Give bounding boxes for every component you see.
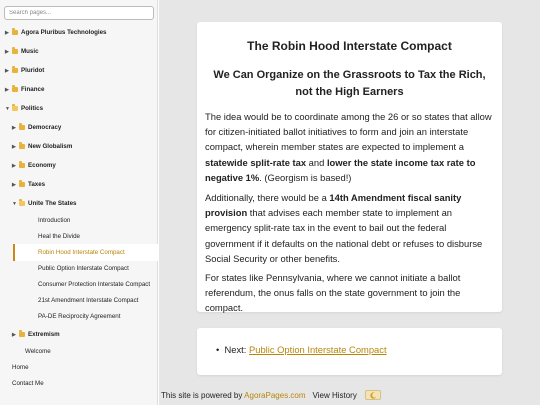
bullet: • xyxy=(216,344,225,355)
chevron-right-icon: ▶ xyxy=(12,182,16,188)
chevron-down-icon: ▼ xyxy=(5,106,10,112)
sidebar-item-extremism[interactable]: ▶ Extremism xyxy=(12,331,60,338)
sidebar-item-pa-de-reciprocity-agreement[interactable]: PA-DE Reciprocity Agreement xyxy=(38,313,121,320)
chevron-right-icon: ▶ xyxy=(12,144,16,150)
sidebar-item-welcome[interactable]: Welcome xyxy=(25,348,51,355)
sidebar-item-introduction[interactable]: Introduction xyxy=(38,217,71,224)
sidebar-item-economy[interactable]: ▶ Economy xyxy=(12,162,56,169)
main-content xyxy=(159,0,540,405)
folder-icon xyxy=(19,182,25,187)
next-page-link[interactable]: Public Option Interstate Compact xyxy=(249,344,387,355)
chevron-down-icon: ▼ xyxy=(12,201,17,207)
next-page-item: • Next: Public Option Interstate Compact xyxy=(216,344,387,355)
agora-pages-link[interactable]: AgoraPages.com xyxy=(244,391,306,400)
page-title: The Robin Hood Interstate Compact xyxy=(247,39,452,53)
chevron-right-icon: ▶ xyxy=(12,125,16,131)
sidebar-item-politics[interactable]: ▼ Politics xyxy=(5,105,44,112)
chevron-right-icon: ▶ xyxy=(5,87,9,93)
chevron-right-icon: ▶ xyxy=(5,68,9,74)
chevron-right-icon: ▶ xyxy=(5,49,9,55)
page-subtitle: We Can Organize on the Grassroots to Tax the Rich, not the High Earners xyxy=(213,69,486,98)
paragraph-3: For states like Pennsylvania, where we cannot initiate a ballot referendum, the onus falls on the state government to join the compact. xyxy=(205,272,461,314)
folder-icon xyxy=(19,332,25,337)
folder-icon xyxy=(12,68,18,73)
view-history-link[interactable]: View History xyxy=(312,391,357,400)
sidebar-item-robin-hood-interstate-compact[interactable]: Robin Hood Interstate Compact xyxy=(38,249,125,256)
folder-icon xyxy=(19,144,25,149)
sidebar-item-democracy[interactable]: ▶ Democracy xyxy=(12,124,62,131)
folder-icon xyxy=(12,87,18,92)
folder-open-icon xyxy=(19,201,25,206)
folder-icon xyxy=(19,163,25,168)
sidebar-item-heal-the-divide[interactable]: Heal the Divide xyxy=(38,233,80,240)
sidebar-item-home[interactable]: Home xyxy=(12,364,29,371)
paragraph-2: Additionally, there would be a 14th Amendment fiscal sanity provision that advises each member state to implement an emergency split-rate tax in the event to bail out the federal government if it defaults on the national debt or refuses to disburse Social Security or other benefits. xyxy=(205,192,483,264)
moon-icon xyxy=(370,392,377,399)
sidebar-item-contact-me[interactable]: Contact Me xyxy=(12,380,44,387)
sidebar-item-new-globalism[interactable]: ▶ New Globalism xyxy=(12,143,73,150)
theme-toggle-button[interactable] xyxy=(365,390,381,400)
sidebar xyxy=(0,0,158,405)
chevron-right-icon: ▶ xyxy=(12,332,16,338)
folder-icon xyxy=(19,125,25,130)
paragraph-1: The idea would be to coordinate among the 26 or so states that allow for citizen-initiated ballot initiatives to form and join an interstate compact, wherein member states are expected to implement a statewide split-rate tax and lower the state income tax rate to negative 1%. (Georgism is based!) xyxy=(205,111,492,183)
article-card xyxy=(197,22,502,312)
chevron-right-icon: ▶ xyxy=(5,30,9,36)
folder-icon xyxy=(12,30,18,35)
sidebar-item-agora-pluribus-technologies[interactable]: ▶ Agora Pluribus Technologies xyxy=(5,29,107,36)
sidebar-item-public-option-interstate-compact[interactable]: Public Option Interstate Compact xyxy=(38,265,129,272)
folder-icon xyxy=(12,49,18,54)
sidebar-item-pluridot[interactable]: ▶ Pluridot xyxy=(5,67,45,74)
sidebar-item-music[interactable]: ▶ Music xyxy=(5,48,39,55)
sidebar-item-21st-amendment-interstate-compact[interactable]: 21st Amendment Interstate Compact xyxy=(38,297,139,304)
folder-open-icon xyxy=(12,106,18,111)
sidebar-item-unite-the-states[interactable]: ▼ Unite The States xyxy=(12,200,77,207)
sidebar-item-consumer-protection-interstate-compact[interactable]: Consumer Protection Interstate Compact xyxy=(38,281,151,288)
sidebar-item-taxes[interactable]: ▶ Taxes xyxy=(12,181,46,188)
sidebar-item-finance[interactable]: ▶ Finance xyxy=(5,86,45,93)
next-page-card xyxy=(197,328,502,375)
chevron-right-icon: ▶ xyxy=(12,163,16,169)
footer: This site is powered by AgoraPages.com View History xyxy=(161,390,381,400)
search-input[interactable] xyxy=(4,6,154,20)
